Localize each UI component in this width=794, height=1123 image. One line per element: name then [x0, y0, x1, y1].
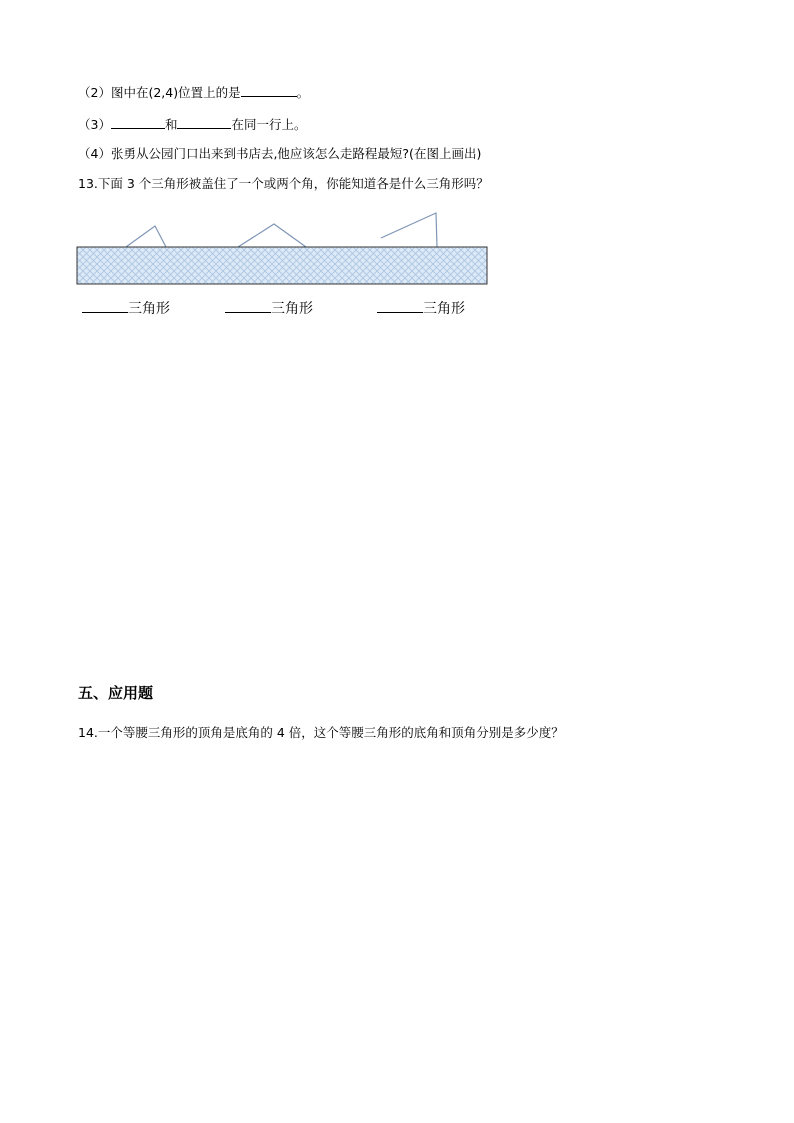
- q12-3-prefix: （3）: [78, 117, 111, 132]
- answer-blank[interactable]: [82, 300, 128, 313]
- triangle-3-answer: [377, 300, 465, 317]
- triangle-2-visible-corner: [238, 224, 306, 247]
- question-12-3: [78, 116, 306, 133]
- answer-blank[interactable]: [225, 300, 271, 313]
- triangle-1-answer: [82, 300, 170, 317]
- question-12-2: [78, 84, 309, 101]
- triangle-1-visible-corner: [126, 226, 166, 247]
- answer-suffix: 三角形: [128, 301, 170, 317]
- cover-rectangle: [77, 247, 487, 284]
- triangle-3-visible-corner: [381, 213, 437, 247]
- q12-2-prefix: （2）图中在(2,4)位置上的是: [78, 85, 241, 100]
- answer-blank[interactable]: [177, 116, 231, 129]
- question-14: 14.一个等腰三角形的顶角是底角的 4 倍，这个等腰三角形的底角和顶角分别是多少度？: [78, 725, 564, 740]
- answer-blank[interactable]: [111, 116, 165, 129]
- answer-blank[interactable]: [241, 84, 297, 97]
- triangle-2-answer: [225, 300, 313, 317]
- question-12-4: （4）张勇从公园门口出来到书店去,他应该怎么走路程最短?(在图上画出): [78, 146, 482, 161]
- covered-triangles-figure: [76, 208, 490, 288]
- q12-2-suffix: 。: [296, 85, 310, 100]
- section-5-heading: 五、应用题: [78, 684, 154, 702]
- question-13: 13.下面 3 个三角形被盖住了一个或两个角，你能知道各是什么三角形吗？: [78, 176, 489, 191]
- q12-3-suffix: 在同一行上。: [231, 117, 307, 132]
- answer-suffix: 三角形: [271, 301, 313, 317]
- answer-blank[interactable]: [377, 300, 423, 313]
- answer-suffix: 三角形: [423, 301, 465, 317]
- q12-3-middle: 和: [164, 117, 178, 132]
